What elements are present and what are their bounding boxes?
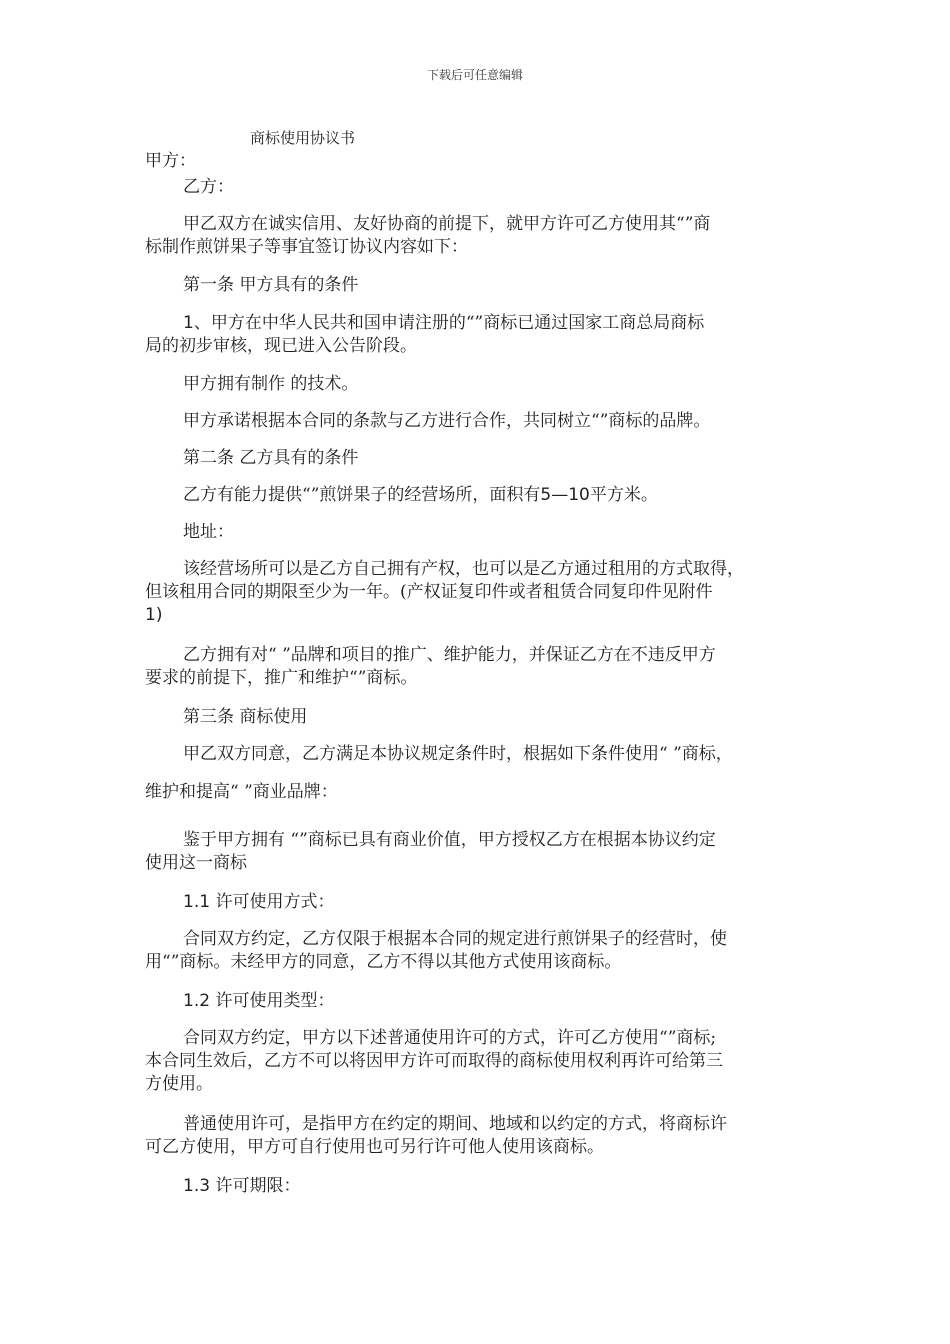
- article-3-p2-line-2: 使用这一商标: [145, 853, 247, 873]
- section-1-2-paragraph-1: [145, 1027, 807, 1096]
- section-1-3-heading: [145, 1175, 807, 1198]
- article-2-p2-line-1: 该经营场所可以是乙方自己拥有产权，也可以是乙方通过租用的方式取得，: [183, 559, 744, 579]
- section-title: 许可期限：: [215, 1176, 301, 1196]
- party-a-line: 甲方：: [145, 151, 196, 171]
- intro-paragraph: [145, 213, 807, 259]
- article-1-heading: 第一条 甲方具有的条件: [183, 275, 359, 295]
- section-1-2-paragraph-2: [145, 1113, 807, 1159]
- article-2-p1-unit: 平方米。: [589, 485, 658, 505]
- article-1-paragraph-2: 甲方拥有制作 的技术。: [183, 374, 359, 394]
- section-1-1-heading: [145, 891, 807, 914]
- s12-line-1: 合同双方约定，甲方以下述普通使用许可的方式，许可乙方使用“”商标;: [183, 1028, 717, 1048]
- section-title: 许可使用方式：: [215, 892, 335, 912]
- article-2-paragraph-1: [145, 484, 807, 507]
- article-1-p1-line-1: 、甲方在中华人民共和国申请注册的“”商标已通过国家工商总局商标: [193, 313, 705, 333]
- section-number: 1.1: [183, 892, 211, 912]
- article-2-p3-line-1: 乙方拥有对“ ”品牌和项目的推广、维护能力，并保证乙方在不违反甲方: [183, 645, 716, 665]
- document-title: 商标使用协议书: [250, 129, 356, 147]
- section-1-1-paragraph: [145, 928, 807, 974]
- address-line: 地址：: [183, 522, 234, 542]
- article-1-p1-line-2: 局的初步审核，现已进入公告阶段。: [145, 336, 417, 356]
- section-1-2-heading: [145, 990, 807, 1013]
- section-number: 1.3: [183, 1176, 211, 1196]
- article-2-heading: 第二条 乙方具有的条件: [183, 448, 359, 468]
- s11-line-1: 合同双方约定，乙方仅限于根据本合同的规定进行煎饼果子的经营时，使: [183, 929, 727, 949]
- article-1-paragraph-1: [145, 312, 807, 358]
- s12-p2-line-2: 可乙方使用，甲方可自行使用也可另行许可他人使用该商标。: [145, 1137, 604, 1157]
- s12-p2-line-1: 普通使用许可，是指甲方在约定的期间、地域和以约定的方式，将商标许: [183, 1114, 727, 1134]
- article-3-heading: 第三条 商标使用: [183, 707, 308, 727]
- article-2-p3-line-2: 要求的前提下，推广和维护“”商标。: [145, 668, 418, 688]
- intro-line-2: 标制作煎饼果子等事宜签订协议内容如下：: [145, 237, 468, 257]
- s12-line-2: 本合同生效后，乙方不可以将因甲方许可而取得的商标使用权利再许可给第三: [145, 1051, 723, 1071]
- article-1-paragraph-3: 甲方承诺根据本合同的条款与乙方进行合作，共同树立“”商标的品牌。: [183, 411, 711, 431]
- article-3-paragraph-1-cont: 维护和提高“ ”商业品牌：: [145, 782, 338, 802]
- article-3-p2-line-1: 鉴于甲方拥有 “”商标已具有商业价值，甲方授权乙方在根据本协议约定: [183, 830, 716, 850]
- area-range: 5—10: [540, 485, 590, 505]
- article-2-paragraph-3: [145, 644, 807, 690]
- s11-line-2: 用“”商标。未经甲方的同意，乙方不得以其他方式使用该商标。: [145, 952, 622, 972]
- article-3-paragraph-1: 甲乙双方同意，乙方满足本协议规定条件时，根据如下条件使用“ ”商标，: [183, 744, 733, 764]
- article-2-p1-text: 乙方有能力提供“”煎饼果子的经营场所，面积有: [183, 485, 541, 505]
- s12-line-3: 方使用。: [145, 1074, 213, 1094]
- section-title: 许可使用类型：: [215, 991, 335, 1011]
- page-header: 下载后可任意编辑: [426, 68, 523, 82]
- article-3-paragraph-2: [145, 829, 807, 875]
- article-2-p2-line-2: 但该租用合同的期限至少为一年。(产权证复印件或者租赁合同复印件见附件: [145, 582, 713, 602]
- section-number: 1.2: [183, 991, 211, 1011]
- party-b-line: 乙方：: [183, 177, 234, 197]
- intro-line-1: 甲乙双方在诚实信用、友好协商的前提下，就甲方许可乙方使用其“”商: [183, 214, 711, 234]
- article-2-paragraph-2: [145, 558, 807, 627]
- article-2-p2-line-3: 1): [145, 605, 163, 625]
- item-number: 1: [183, 313, 194, 333]
